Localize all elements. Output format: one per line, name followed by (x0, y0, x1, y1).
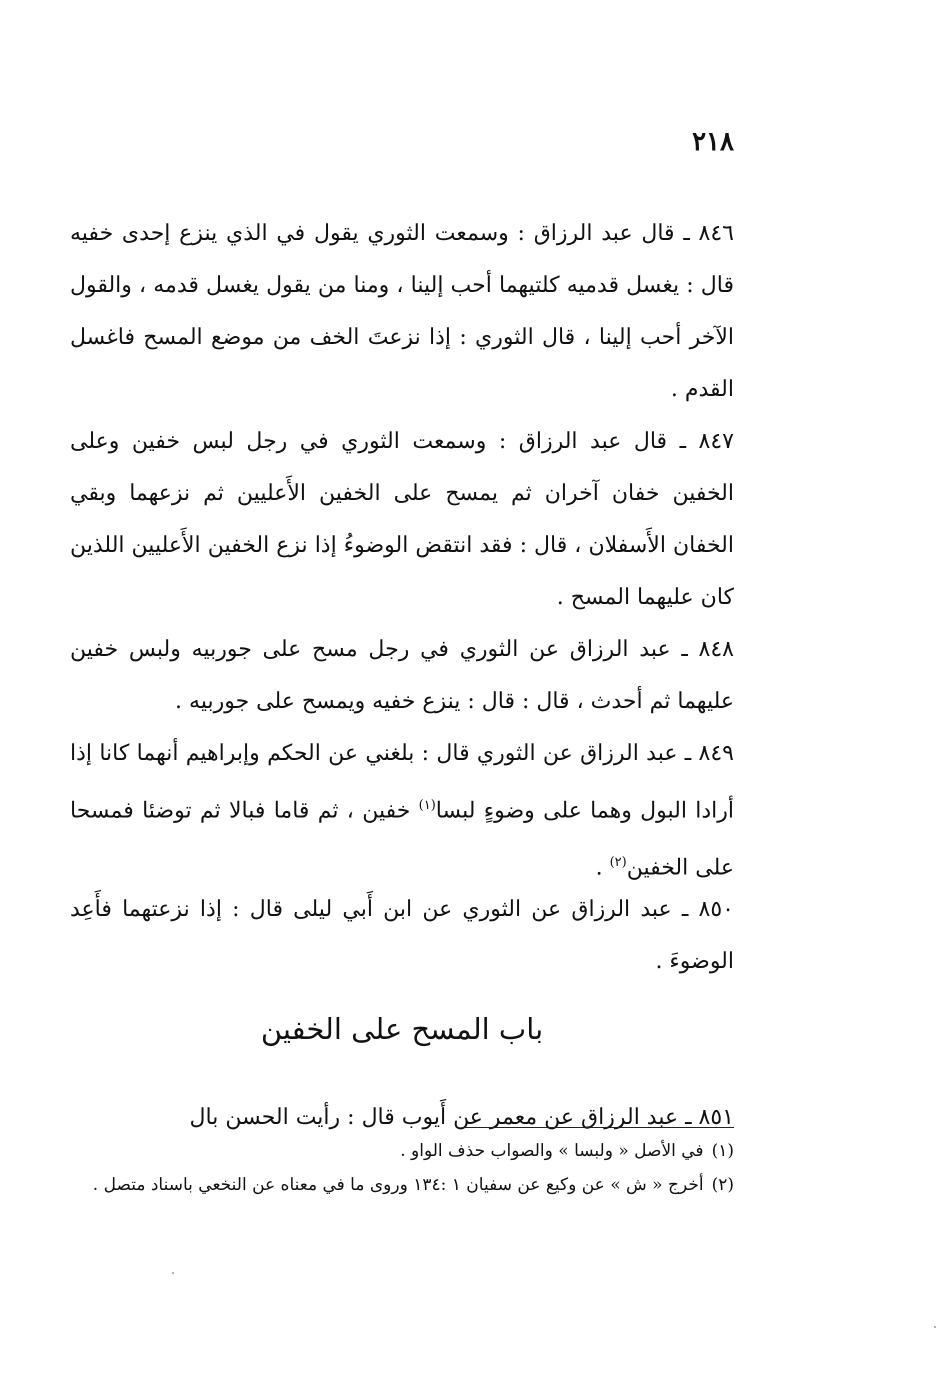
entry-849-text-part-3: . (595, 855, 610, 881)
hadith-entry-847: ٨٤٧ ـ قال عبد الرزاق : وسمعت الثوري في رجل لبس خفين وعلى الخفين خفان آخران ثم يمسح على الخفين الأَعليين ثم نزعهما وبقي الخفان الأَسفلان ، قال : فقد انتقض الوضوءُ إذا نزع الخفين الأَعليين اللذين كان عليهما المسح . (70, 429, 734, 610)
footnotes-section (70, 1134, 734, 1202)
entry-849-text-part-1: ٨٤٩ ـ عبد الرزاق عن الثوري قال : بلغني عن الحكم وإبراهيم أنهما كانا إذا أرادا البول وهما على وضوءٍ لبسا (70, 741, 735, 824)
footnote-text: أخرج « ش » عن وكيع عن سفيان ١ :١٣٤ وروى ما في معناه عن النخعي باسناد متصل . (92, 1175, 704, 1195)
footnote-1 (70, 1134, 734, 1168)
footnote-number: (٢) (711, 1175, 734, 1195)
hadith-entry-846: ٨٤٦ ـ قال عبد الرزاق : وسمعت الثوري يقول في الذي ينزع إحدى خفيه قال : يغسل قدميه كلتيهما أحب إلينا ، ومنا من يقول يغسل قدمه ، والقول الآخر أحب إلينا ، قال الثوري : إذا نزعتَ الخف من موضع المسح فاغسل القدم . (70, 221, 734, 402)
hadith-entry-849 (70, 728, 734, 895)
footnote-divider (462, 1127, 734, 1128)
footnote-2 (70, 1168, 734, 1202)
footnote-text: في الأصل « ولبسا » والصواب حذف الواو . (400, 1141, 704, 1161)
hadith-entry-851: ٨٥١ ـ عبد الرزاق عن معمر عن أَيوب قال : رأيت الحسن بال (189, 1105, 734, 1130)
scan-speck (934, 1326, 936, 1328)
footnote-number: (١) (711, 1141, 734, 1161)
chapter-heading: باب المسح على الخفين (260, 1012, 544, 1046)
entry-849-text-part-2: خفين ، ثم قاما فبالا ثم توضئا فمسحا على الخفين (70, 798, 734, 881)
scan-speck (172, 1272, 174, 1274)
hadith-entry-848: ٨٤٨ ـ عبد الرزاق عن الثوري في رجل مسح على جوربيه ولبس خفين عليهما ثم أحدث ، قال : قال : ينزع خفيه ويمسح على جوربيه . (70, 637, 734, 714)
footnote-ref-2: (٢) (609, 855, 627, 871)
page-number: ٢١٨ (692, 127, 734, 157)
footnote-ref-1: (١) (418, 798, 436, 813)
hadith-entry-850: ٨٥٠ ـ عبد الرزاق عن الثوري عن ابن أَبي ليلى قال : إذا نزعتهما فأَعِد الوضوءَ . (70, 897, 734, 974)
